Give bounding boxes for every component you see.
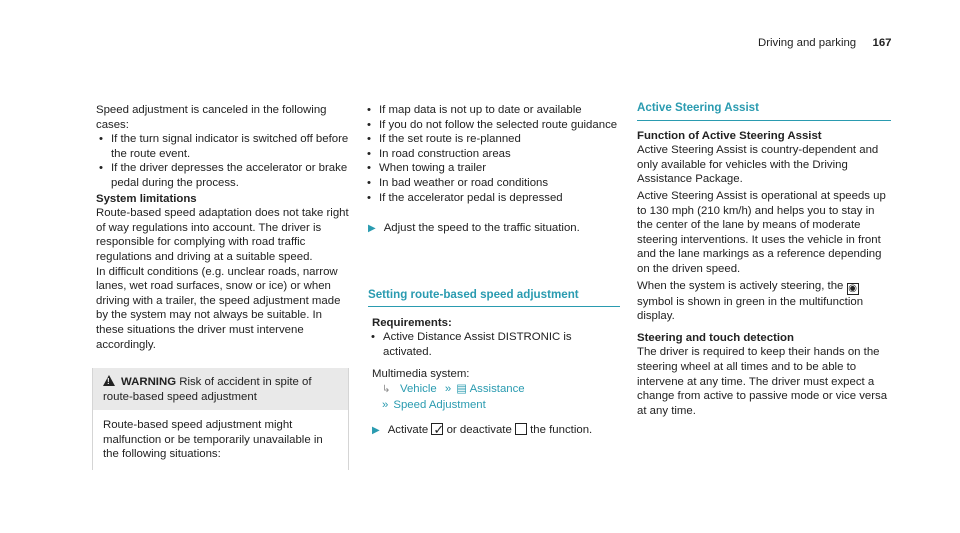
touch-title: Steering and touch detection (637, 331, 794, 344)
steering-paragraph-3 (637, 279, 891, 324)
deactivate-text: or deactivate (446, 424, 512, 437)
action-text: Adjust the speed to the traffic situation. (383, 222, 580, 235)
setting-title: Setting route-based speed adjustment (368, 288, 579, 301)
list-item: • Active Distance Assist DISTRONIC is activated. (368, 330, 620, 359)
requirements-label: Requirements: (372, 316, 452, 329)
activate-step (368, 423, 620, 439)
warning-triangle-icon: ! (103, 375, 115, 386)
steering-text-post: symbol is shown in green in the multifunction display. (637, 295, 864, 323)
limits-title: System limitations (96, 192, 197, 205)
limits-paragraph-2: In difficult conditions (e.g. unclear roads, narrow lanes, wet road surfaces, snow or ice) or when driving with a trailer, the speed adjustment made by the system may not always be suitable. In these situations the driver must intervene accordingly. (96, 265, 341, 351)
menu-assistance[interactable]: Assistance (469, 382, 525, 395)
car-icon: ▤ (456, 382, 468, 395)
function-title: Function of Active Steering Assist (637, 129, 822, 142)
setting-rule (368, 306, 620, 307)
action-step (364, 221, 620, 237)
list-item: • When towing a trailer (364, 161, 620, 176)
malfunction-list (364, 103, 620, 205)
list-item: • In bad weather or road conditions (364, 176, 620, 191)
warning-box (92, 368, 349, 470)
page-header (758, 36, 928, 51)
list-item: • If the set route is re-planned (364, 132, 620, 147)
warning-body: Route-based speed adjustment might malfunction or be temporarily unavailable in the following situations: (103, 419, 323, 461)
list-item: • If the turn signal indicator is switched off before the route event. (96, 132, 351, 161)
limits-paragraph-1: Route-based speed adaptation does not take right of way regulations into account. The driver is responsible for complying with road traffic regulations and driving at a suitable speed. (96, 207, 349, 263)
header-section: Driving and parking (758, 37, 857, 49)
activate-text: Activate (387, 424, 429, 437)
column-1 (96, 103, 351, 470)
steering-paragraph-2: Active Steering Assist is operational at speeds up to 130 mph (210 km/h) and helps you to stay in the center of the lane by means of moderate steering interventions. It uses the vehicle in front and the lane markings as a reference depending on the driven speed. (637, 189, 886, 275)
return-arrow-icon: ↳ (382, 383, 391, 395)
cancel-list (96, 132, 351, 190)
menu-path-line-1 (368, 382, 620, 398)
multimedia-label: Multimedia system: (372, 368, 470, 381)
list-item: • If the driver depresses the accelerator or brake pedal during the process. (96, 161, 351, 190)
action-arrow-icon: ▶ (372, 425, 380, 437)
steering-wheel-icon: ◉ (848, 282, 857, 294)
steering-rule (637, 120, 891, 121)
list-item: • In road construction areas (364, 147, 620, 162)
action-arrow-icon: ▶ (368, 223, 376, 235)
warning-title: Risk of accident in spite of route-based speed adjustment (103, 376, 312, 403)
checkbox-empty-icon[interactable] (515, 423, 527, 435)
list-item: • If you do not follow the selected route guidance (364, 118, 620, 133)
menu-vehicle[interactable]: Vehicle (400, 382, 437, 395)
column-2 (364, 103, 620, 237)
chevron-right-icon: » (382, 398, 389, 411)
list-item: • If map data is not up to date or available (364, 103, 620, 118)
steering-paragraph-1: Active Steering Assist is country-dependent and only available for vehicles with the Driving Assistance Package. (637, 144, 879, 186)
menu-path-line-2 (368, 398, 620, 413)
menu-speed-adjustment[interactable]: Speed Adjustment (393, 398, 486, 411)
steering-text-pre: When the system is actively steering, the (637, 279, 844, 292)
chevron-right-icon: » (444, 382, 452, 395)
column-3 (637, 101, 891, 418)
steering-paragraph-4: The driver is required to keep their hands on the steering wheel at all times and to be able to intervene at any time. The driver must expect a change from active to passive mode or vice versa at any time. (637, 346, 888, 417)
page-number: 167 (872, 37, 892, 49)
setting-section (368, 288, 620, 439)
function-text: the function. (530, 424, 593, 437)
warning-label: WARNING (121, 376, 177, 389)
cancel-intro: Speed adjustment is canceled in the following cases: (96, 104, 327, 131)
checkbox-checked-icon[interactable]: ✓ (433, 422, 445, 438)
steering-assist-title: Active Steering Assist (637, 101, 759, 114)
warning-header (93, 368, 348, 410)
requirements-list (368, 330, 620, 359)
list-item: • If the accelerator pedal is depressed (364, 191, 620, 206)
